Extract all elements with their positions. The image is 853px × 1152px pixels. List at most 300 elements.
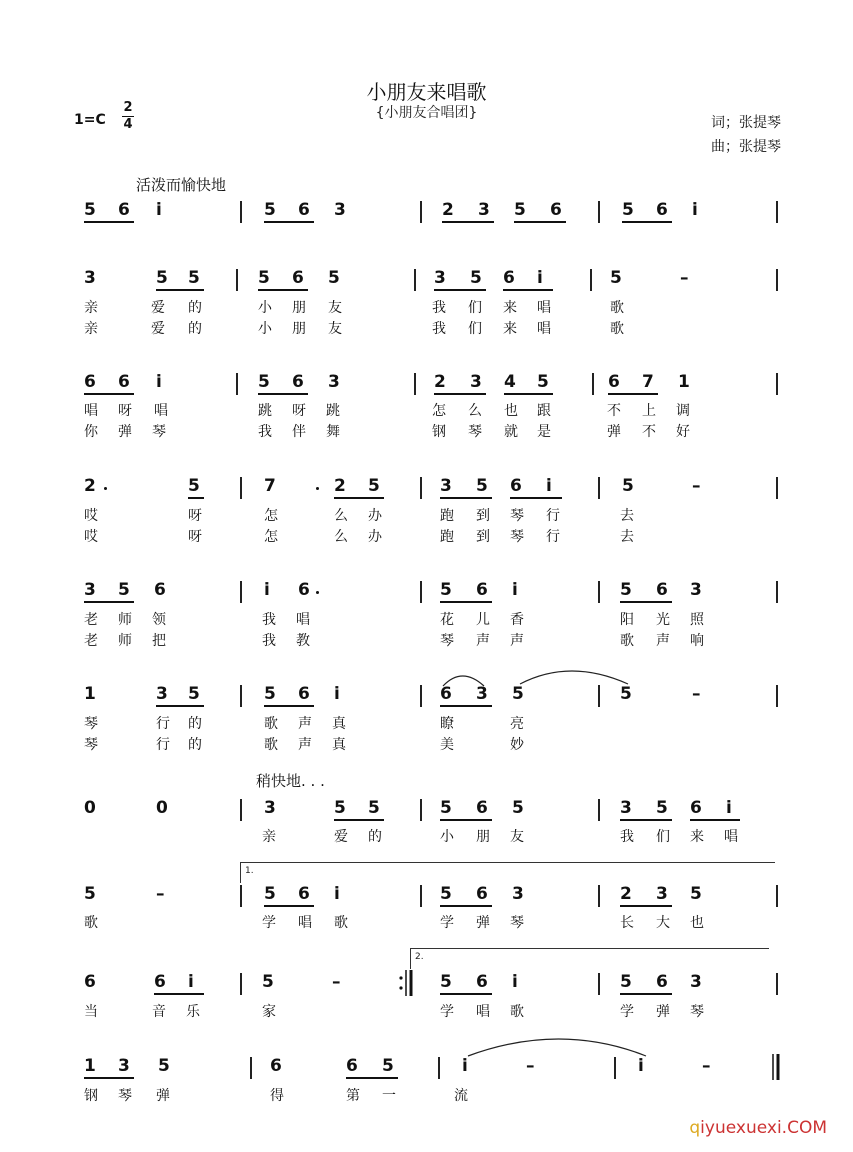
lyric: 歌 bbox=[84, 915, 98, 931]
note: 5 bbox=[537, 372, 549, 392]
note: i̇ bbox=[334, 884, 340, 904]
lyric: 小 bbox=[258, 300, 272, 316]
note: 6 bbox=[503, 268, 515, 288]
lyric: 爱 bbox=[151, 300, 165, 316]
note: 6 bbox=[440, 684, 452, 704]
underline-beam bbox=[264, 905, 314, 907]
lyric: 亲 bbox=[84, 321, 98, 337]
note: 6 bbox=[510, 476, 522, 496]
barline bbox=[240, 799, 242, 821]
tempo-mark: 稍快地. . . bbox=[256, 772, 325, 790]
note: 6 bbox=[656, 580, 668, 600]
lyric: 么 bbox=[468, 403, 482, 419]
barline bbox=[420, 885, 422, 907]
lyric: 就 bbox=[504, 424, 518, 440]
lyric: 你 bbox=[84, 424, 98, 440]
lyric: 跑 bbox=[440, 508, 454, 524]
lyric: 跟 bbox=[537, 403, 551, 419]
barline bbox=[236, 373, 238, 395]
lyric: 真 bbox=[332, 716, 346, 732]
lyric: 么 bbox=[334, 508, 348, 524]
barline bbox=[598, 477, 600, 499]
note: 6 bbox=[84, 372, 96, 392]
lyric: 上 bbox=[642, 403, 656, 419]
lyric: 不 bbox=[642, 424, 656, 440]
note: 6 bbox=[476, 798, 488, 818]
lyric: 琴 bbox=[510, 508, 524, 524]
lyric: 学 bbox=[440, 915, 454, 931]
barline bbox=[240, 973, 242, 995]
lyric: 声 bbox=[656, 633, 670, 649]
composer-credit: 曲；张提琴 bbox=[711, 139, 781, 155]
note: 5 bbox=[188, 268, 200, 288]
lyric: 瞭 bbox=[440, 716, 454, 732]
note: i̇ bbox=[546, 476, 552, 496]
lyric: 我 bbox=[432, 300, 446, 316]
note: 3 bbox=[690, 580, 702, 600]
note: 3 bbox=[156, 684, 168, 704]
note: 2 bbox=[84, 476, 96, 496]
note: 3 bbox=[118, 1056, 130, 1076]
note: 6 bbox=[298, 684, 310, 704]
note: i̇ bbox=[156, 200, 162, 220]
note: 5 bbox=[368, 476, 380, 496]
note: 3 bbox=[478, 200, 490, 220]
lyric: 呀 bbox=[188, 529, 202, 545]
barline bbox=[776, 973, 778, 995]
volta-label-2: 2. bbox=[415, 952, 424, 962]
lyric: 妙 bbox=[510, 737, 524, 753]
underline-beam bbox=[434, 393, 486, 395]
barline bbox=[776, 885, 778, 907]
note: 5 bbox=[656, 798, 668, 818]
barline bbox=[438, 1057, 440, 1079]
underline-beam bbox=[510, 497, 562, 499]
lyric: 教 bbox=[296, 633, 310, 649]
lyric: 小 bbox=[440, 829, 454, 845]
lyric: 弹 bbox=[607, 424, 621, 440]
lyric: 歌 bbox=[334, 915, 348, 931]
note: i̇ bbox=[334, 684, 340, 704]
lyric: 声 bbox=[510, 633, 524, 649]
lyric: 我 bbox=[258, 424, 272, 440]
note: 3 bbox=[656, 884, 668, 904]
barline bbox=[240, 581, 242, 603]
lyric: 的 bbox=[188, 737, 202, 753]
note: i̇ bbox=[638, 1056, 644, 1076]
note: 5 bbox=[188, 684, 200, 704]
lyric: 哎 bbox=[84, 529, 98, 545]
note: – bbox=[156, 884, 165, 904]
note: 6 bbox=[298, 884, 310, 904]
note: 5 bbox=[440, 580, 452, 600]
time-signature-top: 2 bbox=[123, 100, 133, 115]
underline-beam bbox=[622, 221, 672, 223]
tie bbox=[520, 671, 628, 684]
note: – bbox=[680, 268, 689, 288]
note: 5 bbox=[622, 476, 634, 496]
barline bbox=[592, 373, 594, 395]
lyric: 乐 bbox=[186, 1004, 200, 1020]
note: 4 bbox=[504, 372, 516, 392]
note: 5 bbox=[334, 798, 346, 818]
note: 7 bbox=[264, 476, 276, 496]
lyric: 美 bbox=[440, 737, 454, 753]
lyric: 哎 bbox=[84, 508, 98, 524]
barline bbox=[240, 685, 242, 707]
lyric: 好 bbox=[676, 424, 690, 440]
barline bbox=[420, 477, 422, 499]
underline-beam bbox=[440, 819, 492, 821]
note: i̇ bbox=[537, 268, 543, 288]
note: 6 bbox=[346, 1056, 358, 1076]
note: 5 bbox=[690, 884, 702, 904]
lyric: 么 bbox=[334, 529, 348, 545]
lyric: 香 bbox=[510, 612, 524, 628]
note: 3 bbox=[470, 372, 482, 392]
underline-beam bbox=[346, 1077, 398, 1079]
barline bbox=[598, 581, 600, 603]
note: i̇ bbox=[726, 798, 732, 818]
note: 6 bbox=[84, 972, 96, 992]
lyric: 照 bbox=[690, 612, 704, 628]
note: 1 bbox=[84, 684, 96, 704]
watermark-text: iyuexuexi.COM bbox=[700, 1118, 827, 1138]
note: – bbox=[332, 972, 341, 992]
lyric: 唱 bbox=[84, 403, 98, 419]
lyric: 唱 bbox=[537, 321, 551, 337]
barline bbox=[240, 477, 242, 499]
lyric: 弹 bbox=[156, 1088, 170, 1104]
note: 1 bbox=[678, 372, 690, 392]
lyric: 声 bbox=[298, 737, 312, 753]
note: 3 bbox=[476, 684, 488, 704]
lyric: 光 bbox=[656, 612, 670, 628]
note: 5 bbox=[328, 268, 340, 288]
note: – bbox=[692, 476, 701, 496]
barline bbox=[598, 201, 600, 223]
note: 2 bbox=[334, 476, 346, 496]
barline bbox=[236, 269, 238, 291]
lyric: 的 bbox=[188, 716, 202, 732]
note: 2 bbox=[442, 200, 454, 220]
lyric: 师 bbox=[118, 612, 132, 628]
repeat-dot bbox=[399, 976, 402, 979]
note: 3 bbox=[690, 972, 702, 992]
note: 5 bbox=[620, 580, 632, 600]
note: 6 bbox=[270, 1056, 282, 1076]
note: 3 bbox=[328, 372, 340, 392]
underline-beam bbox=[440, 705, 492, 707]
lyric: 琴 bbox=[440, 633, 454, 649]
lyric: 钢 bbox=[432, 424, 446, 440]
barline bbox=[420, 685, 422, 707]
barline bbox=[776, 685, 778, 707]
lyric: 们 bbox=[656, 829, 670, 845]
underline-beam bbox=[156, 705, 204, 707]
lyric: 唱 bbox=[724, 829, 738, 845]
note: 3 bbox=[84, 580, 96, 600]
lyric: 长 bbox=[620, 915, 634, 931]
barline bbox=[590, 269, 592, 291]
note: 5 bbox=[258, 372, 270, 392]
lyric: 行 bbox=[546, 508, 560, 524]
lyric: 友 bbox=[328, 300, 342, 316]
lyric: 歌 bbox=[510, 1004, 524, 1020]
repeat-dot bbox=[399, 986, 402, 989]
note: 5 bbox=[620, 684, 632, 704]
lyric: 友 bbox=[328, 321, 342, 337]
note: 0 bbox=[156, 798, 168, 818]
underline-beam bbox=[84, 221, 134, 223]
lyric: 到 bbox=[476, 508, 490, 524]
note: 6 bbox=[476, 580, 488, 600]
lyric: 琴 bbox=[84, 737, 98, 753]
lyric: 行 bbox=[156, 737, 170, 753]
barline bbox=[614, 1057, 616, 1079]
note: 5 bbox=[118, 580, 130, 600]
lyric: 小 bbox=[258, 321, 272, 337]
lyric: 歌 bbox=[264, 737, 278, 753]
barline bbox=[420, 581, 422, 603]
note: 6 bbox=[656, 200, 668, 220]
underline-beam bbox=[154, 993, 204, 995]
note: 6 bbox=[118, 200, 130, 220]
lyric: 学 bbox=[440, 1004, 454, 1020]
barline bbox=[250, 1057, 252, 1079]
note: 5 bbox=[470, 268, 482, 288]
lyric: 呀 bbox=[118, 403, 132, 419]
note: i̇ bbox=[462, 1056, 468, 1076]
key-signature: 1=C bbox=[74, 112, 106, 128]
lyric: 琴 bbox=[690, 1004, 704, 1020]
note: – bbox=[692, 684, 701, 704]
lyric: 声 bbox=[298, 716, 312, 732]
lyric: 爱 bbox=[334, 829, 348, 845]
note: 3 bbox=[440, 476, 452, 496]
note: 5 bbox=[264, 200, 276, 220]
note: 6 bbox=[690, 798, 702, 818]
note: 6 bbox=[476, 972, 488, 992]
lyricist-credit: 词；张提琴 bbox=[711, 115, 781, 131]
note: 3 bbox=[512, 884, 524, 904]
underline-beam bbox=[258, 289, 308, 291]
note: i̇ bbox=[188, 972, 194, 992]
tempo-mark: 活泼而愉快地 bbox=[136, 176, 227, 194]
underline-beam bbox=[156, 289, 204, 291]
tie bbox=[468, 1039, 646, 1056]
underline-beam bbox=[503, 289, 553, 291]
note: 3 bbox=[334, 200, 346, 220]
lyric: 老 bbox=[84, 612, 98, 628]
note: 6 bbox=[476, 884, 488, 904]
note: 6 bbox=[154, 580, 166, 600]
underline-beam bbox=[264, 705, 314, 707]
note: 3 bbox=[84, 268, 96, 288]
lyric: 爱 bbox=[151, 321, 165, 337]
underline-beam bbox=[620, 601, 672, 603]
lyric: 不 bbox=[607, 403, 621, 419]
lyric: 的 bbox=[188, 321, 202, 337]
note: 6 bbox=[154, 972, 166, 992]
underline-beam bbox=[442, 221, 494, 223]
note: 7 bbox=[642, 372, 654, 392]
time-signature-bottom: 4 bbox=[123, 117, 133, 132]
lyric: 来 bbox=[690, 829, 704, 845]
lyric: 得 bbox=[270, 1088, 284, 1104]
note: 5 bbox=[158, 1056, 170, 1076]
lyric: 响 bbox=[690, 633, 704, 649]
underline-beam bbox=[264, 221, 314, 223]
lyric: 阳 bbox=[620, 612, 634, 628]
lyric: 唱 bbox=[537, 300, 551, 316]
barline bbox=[776, 269, 778, 291]
lyric: 来 bbox=[503, 300, 517, 316]
underline-beam bbox=[334, 497, 384, 499]
underline-beam bbox=[440, 497, 492, 499]
note: 3 bbox=[620, 798, 632, 818]
note: 5 bbox=[264, 884, 276, 904]
lyric: 去 bbox=[620, 529, 634, 545]
note: 3 bbox=[434, 268, 446, 288]
lyric: 朋 bbox=[476, 829, 490, 845]
underline-beam bbox=[188, 497, 204, 499]
note: 5 bbox=[262, 972, 274, 992]
note: 5 bbox=[440, 972, 452, 992]
note: 5 bbox=[264, 684, 276, 704]
note: 5 bbox=[512, 684, 524, 704]
note: 5 bbox=[620, 972, 632, 992]
lyric: 当 bbox=[84, 1004, 98, 1020]
underline-beam bbox=[620, 905, 672, 907]
lyric: 学 bbox=[620, 1004, 634, 1020]
lyric: 调 bbox=[676, 403, 690, 419]
dot bbox=[316, 591, 319, 594]
barline bbox=[240, 885, 242, 907]
underline-beam bbox=[690, 819, 740, 821]
barline bbox=[776, 373, 778, 395]
underline-beam bbox=[434, 289, 486, 291]
lyric: 朋 bbox=[292, 321, 306, 337]
barline bbox=[420, 201, 422, 223]
note: i̇ bbox=[156, 372, 162, 392]
lyric: 歌 bbox=[620, 633, 634, 649]
lyric: 音 bbox=[152, 1004, 166, 1020]
note: 5 bbox=[368, 798, 380, 818]
lyric: 花 bbox=[440, 612, 454, 628]
lyric: 钢 bbox=[84, 1088, 98, 1104]
lyric: 怎 bbox=[264, 529, 278, 545]
note: 6 bbox=[298, 200, 310, 220]
lyric: 去 bbox=[620, 508, 634, 524]
lyric: 们 bbox=[468, 300, 482, 316]
page-subtitle: {小朋友合唱团} bbox=[375, 105, 478, 121]
note: – bbox=[526, 1056, 535, 1076]
lyric: 唱 bbox=[296, 612, 310, 628]
lyric: 唱 bbox=[298, 915, 312, 931]
note: 5 bbox=[514, 200, 526, 220]
lyric: 亲 bbox=[84, 300, 98, 316]
lyric: 跑 bbox=[440, 529, 454, 545]
lyric: 琴 bbox=[152, 424, 166, 440]
underline-beam bbox=[620, 993, 672, 995]
note: i̇ bbox=[512, 580, 518, 600]
note: 5 bbox=[440, 798, 452, 818]
lyric: 唱 bbox=[154, 403, 168, 419]
lyric: 怎 bbox=[432, 403, 446, 419]
barline bbox=[776, 581, 778, 603]
note: 5 bbox=[440, 884, 452, 904]
barline bbox=[414, 373, 416, 395]
lyric: 办 bbox=[368, 529, 382, 545]
barline bbox=[776, 477, 778, 499]
lyric: 歌 bbox=[264, 716, 278, 732]
underline-beam bbox=[440, 905, 492, 907]
watermark-prefix: q bbox=[689, 1118, 701, 1138]
underline-beam bbox=[84, 393, 134, 395]
barline bbox=[776, 201, 778, 223]
note: 0 bbox=[84, 798, 96, 818]
lyric: 朋 bbox=[292, 300, 306, 316]
note: 5 bbox=[512, 798, 524, 818]
dot bbox=[316, 487, 319, 490]
note: 6 bbox=[292, 268, 304, 288]
note: 2 bbox=[620, 884, 632, 904]
barline bbox=[598, 685, 600, 707]
lyric: 弹 bbox=[476, 915, 490, 931]
note: 5 bbox=[84, 200, 96, 220]
barline bbox=[420, 799, 422, 821]
lyric: 唱 bbox=[476, 1004, 490, 1020]
lyric: 声 bbox=[476, 633, 490, 649]
barline bbox=[414, 269, 416, 291]
dot bbox=[104, 487, 107, 490]
underline-beam bbox=[258, 393, 308, 395]
volta-bracket-2 bbox=[410, 948, 769, 969]
lyric: 我 bbox=[262, 612, 276, 628]
note: 5 bbox=[188, 476, 200, 496]
lyric: 师 bbox=[118, 633, 132, 649]
lyric: 友 bbox=[510, 829, 524, 845]
lyric: 也 bbox=[690, 915, 704, 931]
lyric: 流 bbox=[454, 1088, 468, 1104]
note: 6 bbox=[608, 372, 620, 392]
lyric: 伴 bbox=[292, 424, 306, 440]
lyric: 琴 bbox=[468, 424, 482, 440]
barline bbox=[598, 973, 600, 995]
note: i̇ bbox=[692, 200, 698, 220]
lyric: 们 bbox=[468, 321, 482, 337]
note: 5 bbox=[156, 268, 168, 288]
note: 1 bbox=[84, 1056, 96, 1076]
lyric: 第 bbox=[346, 1088, 360, 1104]
lyric: 亲 bbox=[262, 829, 276, 845]
underline-beam bbox=[334, 819, 384, 821]
lyric: 也 bbox=[504, 403, 518, 419]
note: 6 bbox=[298, 580, 310, 600]
note: 6 bbox=[118, 372, 130, 392]
note: 5 bbox=[622, 200, 634, 220]
barline bbox=[598, 799, 600, 821]
lyric: 琴 bbox=[510, 529, 524, 545]
page-title: 小朋友来唱歌 bbox=[366, 80, 487, 104]
lyric: 舞 bbox=[326, 424, 340, 440]
underline-beam bbox=[84, 601, 134, 603]
lyric: 我 bbox=[620, 829, 634, 845]
lyric: 我 bbox=[262, 633, 276, 649]
lyric: 跳 bbox=[326, 403, 340, 419]
underline-beam bbox=[440, 993, 492, 995]
